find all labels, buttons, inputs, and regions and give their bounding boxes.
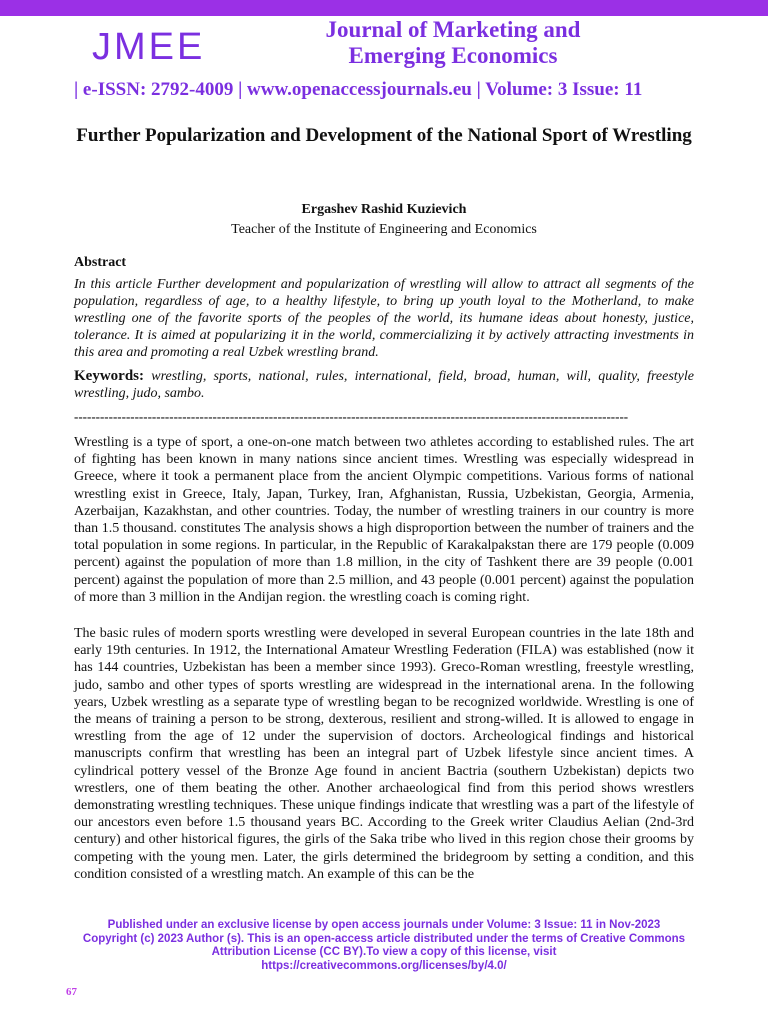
journal-logo: JMEE: [92, 26, 206, 68]
license-line: Copyright (c) 2023 Author (s). This is an open-access article distributed under the terms of Creative Commons Attribution License (CC BY).To view a copy of this license, visit: [82, 932, 686, 958]
abstract-text: In this article Further development and popularization of wrestling will allow to attract all segments of the population, regardless of age, to a healthy lifestyle, to bring up youth loyal to the Motherland, to make wrestling one of the favorite sports of the peoples of the world, its humane ideas about honesty, justice, tolerance. It is aimed at popularizing it in the world, commercializing it by actively attracting investments in this area and promoting a real Uzbek wrestling brand.: [74, 277, 694, 360]
keywords-list: wrestling, sports, national, rules, international, field, broad, human, will, quality, freestyle wrestling, judo, sambo.: [74, 369, 695, 401]
body-paragraph: Wrestling is a type of sport, a one-on-one match between two athletes according to established rules. The art of fighting has been known in many nations since ancient times. Wrestling was especially widespread in Greece, where it took a permanent place from the ancient Olympic competitions. Various forms of national wrestling exist in Greece, Italy, Japan, Turkey, Iran, Afghanistan, Russia, Uzbekistan, Georgia, Armenia, Azerbaijan, Kazakhstan, and other countries. Today, the number of wrestling trainers in our country is more than 1.5 thousand. constitutes The analysis shows a high disproportion between the number of trainers and the total population in some regions. In particular, in the Republic of Karakalpakstan there are 179 people (0.009 percent) against the population of more than 1.8 million, in the city of Tashkent there are 39 people (0.001 percent) against the population of more than 2.5 million, and 43 people (0.001 percent) against the population of more than 3 million in the Andijan region. the wrestling coach is coming right.: [74, 435, 694, 605]
license-footer: [74, 919, 694, 973]
header-color-bar: [0, 0, 768, 16]
abstract-heading: Abstract: [74, 255, 127, 270]
license-url-link[interactable]: https://creativecommons.org/licenses/by/4.0/: [261, 959, 507, 972]
journal-title: Journal of Marketing and Emerging Economics: [325, 17, 581, 68]
author-affiliation: Teacher of the Institute of Engineering and Economics: [231, 222, 537, 237]
keywords-block: [74, 368, 694, 402]
section-divider: --------------------------------------------------------------------------------------------------------------------------------: [74, 409, 629, 424]
author-name: Ergashev Rashid Kuzievich: [301, 202, 467, 217]
article-title: Further Popularization and Development of the National Sport of Wrestling: [76, 125, 692, 146]
body-paragraph: The basic rules of modern sports wrestling were developed in several European countries in the late 18th and early 19th centuries. In 1912, the International Amateur Wrestling Federation (FILA) was established (now it has 144 countries, Uzbekistan has been a member since 1993). Greco-Roman wrestling, freestyle wrestling, judo, sambo and other types of sports wrestling are widespread in the international arena. In the following years, Uzbek wrestling as a separate type of wrestling began to be recognized worldwide. Wrestling is one of the means of training a person to be strong, dexterous, resilient and strong-willed. It is allowed to engage in wrestling from the age of 12 under the supervision of doctors. Archeological findings and historical manuscripts confirm that wrestling has been an integral part of Uzbek lifestyle since ancient times. A cylindrical pottery vessel of the Bronze Age found in ancient Bactria (southern Uzbekistan) depicts two wrestlers, one of them beating the other. Another archaeological find from this period shows wrestlers demonstrating wrestling techniques. These unique findings indicate that wrestling was a part of the lifestyle of our ancestors even before 1.5 thousand years BC. According to the Greek writer Claudius Aelian (2nd-3rd century) and other historical figures, the girls of the Saka tribe who lived in this region chose their grooms by competing with the young men. Later, the girls determined the bridegroom by setting a condition, and this condition consisted of a wrestling match. An example of this can be the: [74, 626, 694, 882]
page-number: 67: [66, 986, 77, 998]
license-line: Published under an exclusive license by open access journals under Volume: 3 Issue: 11 in Nov-2023: [107, 919, 661, 931]
keywords-label: Keywords:: [74, 368, 144, 384]
issn-line: | e-ISSN: 2792-4009 | www.openaccessjournals.eu | Volume: 3 Issue: 11: [74, 79, 643, 100]
